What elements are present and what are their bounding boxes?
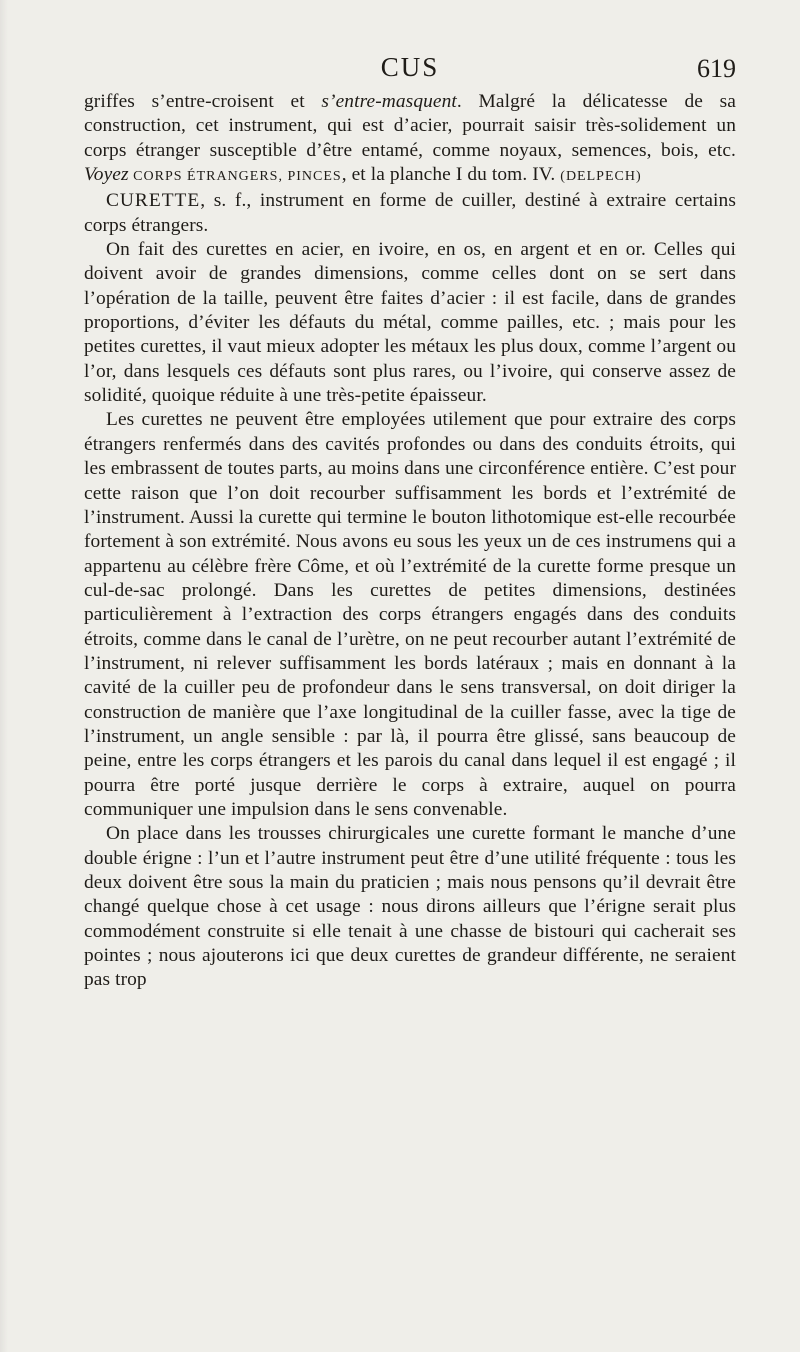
paragraph-3: On fait des curettes en acier, en ivoire, en os, en argent et en or. Celles qui doivent avoir de grandes dimensions, comme celles dont on se sert dans l’opération de la taille, peuvent être faites d’acier : il est facile, dans de grandes proportions, d’éviter les défauts du métal, comme pailles, etc. ; mais pour les petites curettes, il vaut mieux adopter les métaux les plus doux, comme l’argent ou l’or, dans lesquels ces défauts sont plus rares, ou l’ivoire, qui conserve assez de solidité, quoique réduite à une très-petite épaisseur.: [84, 239, 736, 407]
paragraph-1-text-a: griffes s’entre-croisent et: [84, 91, 322, 112]
paragraph-4: Les curettes ne peuvent être employées utilement que pour extraire des corps étrangers renfermés dans des cavités profondes ou dans des conduits étroits, qui les embrassent de toutes parts, au moins dans une circonférence entière. C’est pour cette raison que l’on doit recourber suffisamment les bords et l’extrémité de l’instrument. Aussi la curette qui termine le bouton lithotomique est-elle recourbée fortement à son extrémité. Nous avons eu sous les yeux un de ces instrumens qui a appartenu au célèbre frère Côme, et où l’extrémité de la curette forme presque un cul-de-sac prolongé. Dans les curettes de petites dimensions, destinées particulièrement à l’extraction des corps étrangers engagés dans des conduits étroits, comme dans le canal de l’urètre, on ne peut recourber autant l’extrémité de l’instrument, ni relever suffisamment les bords latéraux ; mais en donnant à la cavité de la cuiller peu de profondeur dans le sens transversal, on doit diriger la construction de manière que l’axe longitudinal de la cuiller fasse, avec la tige de l’instrument, un angle sensible : par là, il pourra être glissé, sans beaucoup de peine, entre les corps étrangers et les parois du canal dans lequel il est engagé ; il pourra être porté jusque derrière le corps à extraire, auquel on pourra communiquer une impulsion dans le sens convenable.: [84, 409, 736, 820]
paragraph-2: [84, 189, 736, 238]
paragraph-1-italic-a: s’entre-masquent: [321, 91, 457, 112]
entry-definition: , s. f., instrument en forme de cuiller, destiné à extraire certains corps étrangers.: [84, 190, 736, 236]
running-head: CUS: [380, 52, 440, 82]
page-shadow: [0, 0, 8, 1352]
cross-reference: CORPS ÉTRANGERS, PINCES: [128, 169, 342, 185]
article-body: [84, 90, 736, 993]
paragraph-1: [84, 90, 736, 189]
paragraph-1-text-b: . Malgré la délicatesse de sa construction, cet instrument, qui est d’acier, pourrait saisir très-solidement un corps étranger susceptible d’être entamé, comme noyaux, semences, bois, etc.: [84, 91, 736, 161]
paragraph-5: On place dans les trousses chirurgicales une curette formant le manche d’une double érigne : l’un et l’autre instrument peut être d’une utilité fréquente : tous les deux doivent être sous la main du praticien ; mais nous pensons qu’il devrait être changé quelque chose à cet usage : nous dirons ailleurs que l’érigne serait plus commodément construite si elle tenait à une chasse de bistouri qui cacherait ses pointes ; nous ajouterons ici que deux curettes de grandeur différente, ne seraient pas trop: [84, 823, 736, 991]
author-signature: (DELPECH): [560, 169, 642, 185]
paragraph-1-text-c: , et la planche I du tom. IV.: [341, 164, 561, 186]
entry-headword: CURETTE: [106, 190, 201, 212]
page-header: [84, 52, 736, 88]
page-number: 619: [697, 54, 736, 83]
paragraph-1-italic-b: Voyez: [84, 164, 129, 186]
